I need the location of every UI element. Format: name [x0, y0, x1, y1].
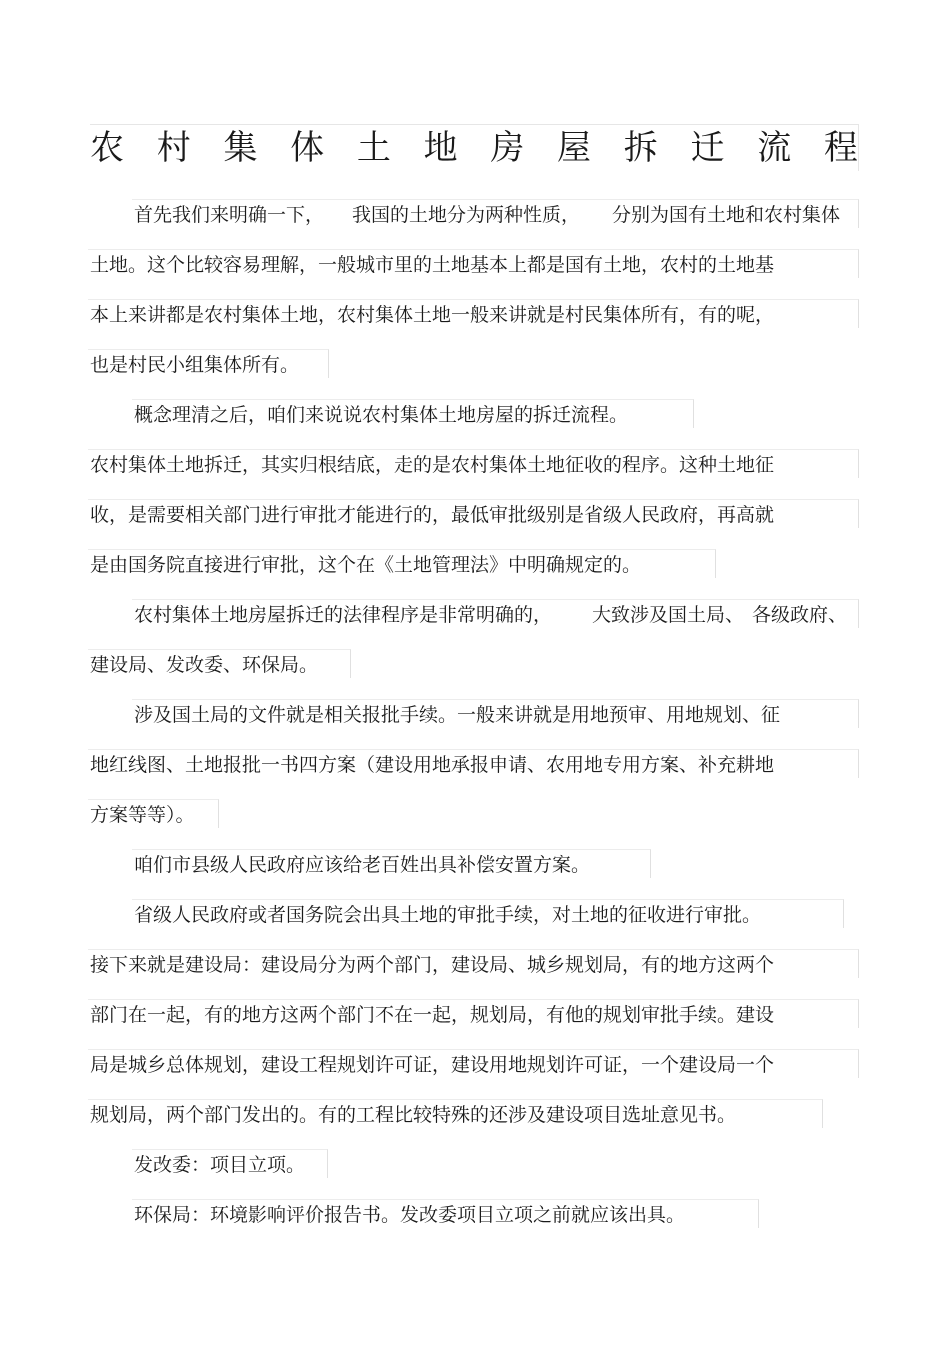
text-line — [90, 753, 774, 777]
text-segment: 发改委：项目立项。 — [134, 1154, 306, 1176]
title-char: 房 — [490, 128, 525, 168]
text-line — [134, 903, 761, 927]
text-segment: 农村集体土地房屋拆迁的法律程序是非常明确的， — [134, 604, 553, 626]
text-line — [90, 353, 299, 377]
text-line — [90, 953, 774, 977]
text-segment: 建设局、发改委、环保局。 — [90, 654, 319, 676]
text-segment: 环保局：环境影响评价报告书。发改委项目立项之前就应该出具。 — [134, 1204, 686, 1226]
text-segment: 接下来就是建设局：建设局分为两个部门，建设局、城乡规划局，有的地方这两个 — [90, 954, 775, 976]
title-char: 迁 — [690, 128, 725, 168]
text-line — [134, 603, 847, 627]
text-line — [90, 1053, 774, 1077]
text-segment: 分别为国有土地和农村集体 — [612, 204, 841, 226]
text-line — [134, 1153, 305, 1177]
text-segment: 地红线图、土地报批一书四方案（建设用地承报申请、农用地专用方案、补充耕地 — [90, 754, 775, 776]
text-line — [90, 1003, 774, 1027]
text-segment: 部门在一起，有的地方这两个部门不在一起，规划局，有他的规划审批手续。建设 — [90, 1004, 775, 1026]
text-segment: 咱们市县级人民政府应该给老百姓出具补偿安置方案。 — [134, 854, 591, 876]
text-segment: 方案等等）。 — [90, 804, 195, 826]
title-char: 屋 — [557, 128, 592, 168]
title-char: 土 — [356, 128, 391, 168]
title-char: 农 — [90, 128, 124, 168]
text-line — [134, 703, 780, 727]
text-segment: 我国的土地分为两种性质， — [352, 204, 581, 226]
text-segment: 是由国务院直接进行审批，这个在《土地管理法》中明确规定的。 — [90, 554, 642, 576]
text-line — [90, 503, 774, 527]
text-segment: 规划局，两个部门发出的。有的工程比较特殊的还涉及建设项目选址意见书。 — [90, 1104, 737, 1126]
title-char: 程 — [823, 128, 858, 168]
text-segment: 各级政府、 — [752, 604, 848, 626]
text-line — [134, 853, 590, 877]
text-segment: 农村集体土地拆迁，其实归根结底，走的是农村集体土地征收的程序。这种土地征 — [90, 454, 775, 476]
text-segment: 也是村民小组集体所有。 — [90, 354, 300, 376]
document-title — [90, 128, 858, 168]
text-segment: 涉及国土局的文件就是相关报批手续。一般来讲就是用地预审、用地规划、征 — [134, 704, 781, 726]
text-segment: 本上来讲都是农村集体土地，农村集体土地一般来讲就是村民集体所有，有的呢， — [90, 304, 775, 326]
text-segment: 收，是需要相关部门进行审批才能进行的，最低审批级别是省级人民政府，再高就 — [90, 504, 775, 526]
title-char: 流 — [757, 128, 792, 168]
title-char: 集 — [223, 128, 258, 168]
text-segment: 概念理清之后，咱们来说说农村集体土地房屋的拆迁流程。 — [134, 404, 629, 426]
text-line — [90, 253, 774, 277]
text-segment: 首先我们来明确一下， — [134, 204, 325, 226]
text-line — [134, 403, 628, 427]
title-char: 村 — [156, 128, 191, 168]
text-line — [134, 203, 840, 227]
text-line — [90, 653, 318, 677]
text-line — [134, 1203, 685, 1227]
text-segment: 省级人民政府或者国务院会出具土地的审批手续，对土地的征收进行审批。 — [134, 904, 762, 926]
text-segment: 土地。这个比较容易理解，一般城市里的土地基本上都是国有土地，农村的土地基 — [90, 254, 775, 276]
text-segment: 局是城乡总体规划，建设工程规划许可证，建设用地规划许可证，一个建设局一个 — [90, 1054, 775, 1076]
title-char: 地 — [423, 128, 458, 168]
text-line — [90, 303, 774, 327]
text-line — [90, 453, 774, 477]
title-char: 体 — [290, 128, 325, 168]
text-line — [90, 1103, 736, 1127]
text-line — [90, 553, 641, 577]
text-line — [90, 803, 195, 827]
text-segment: 大致涉及国土局、 — [592, 604, 745, 626]
title-char: 拆 — [623, 128, 658, 168]
